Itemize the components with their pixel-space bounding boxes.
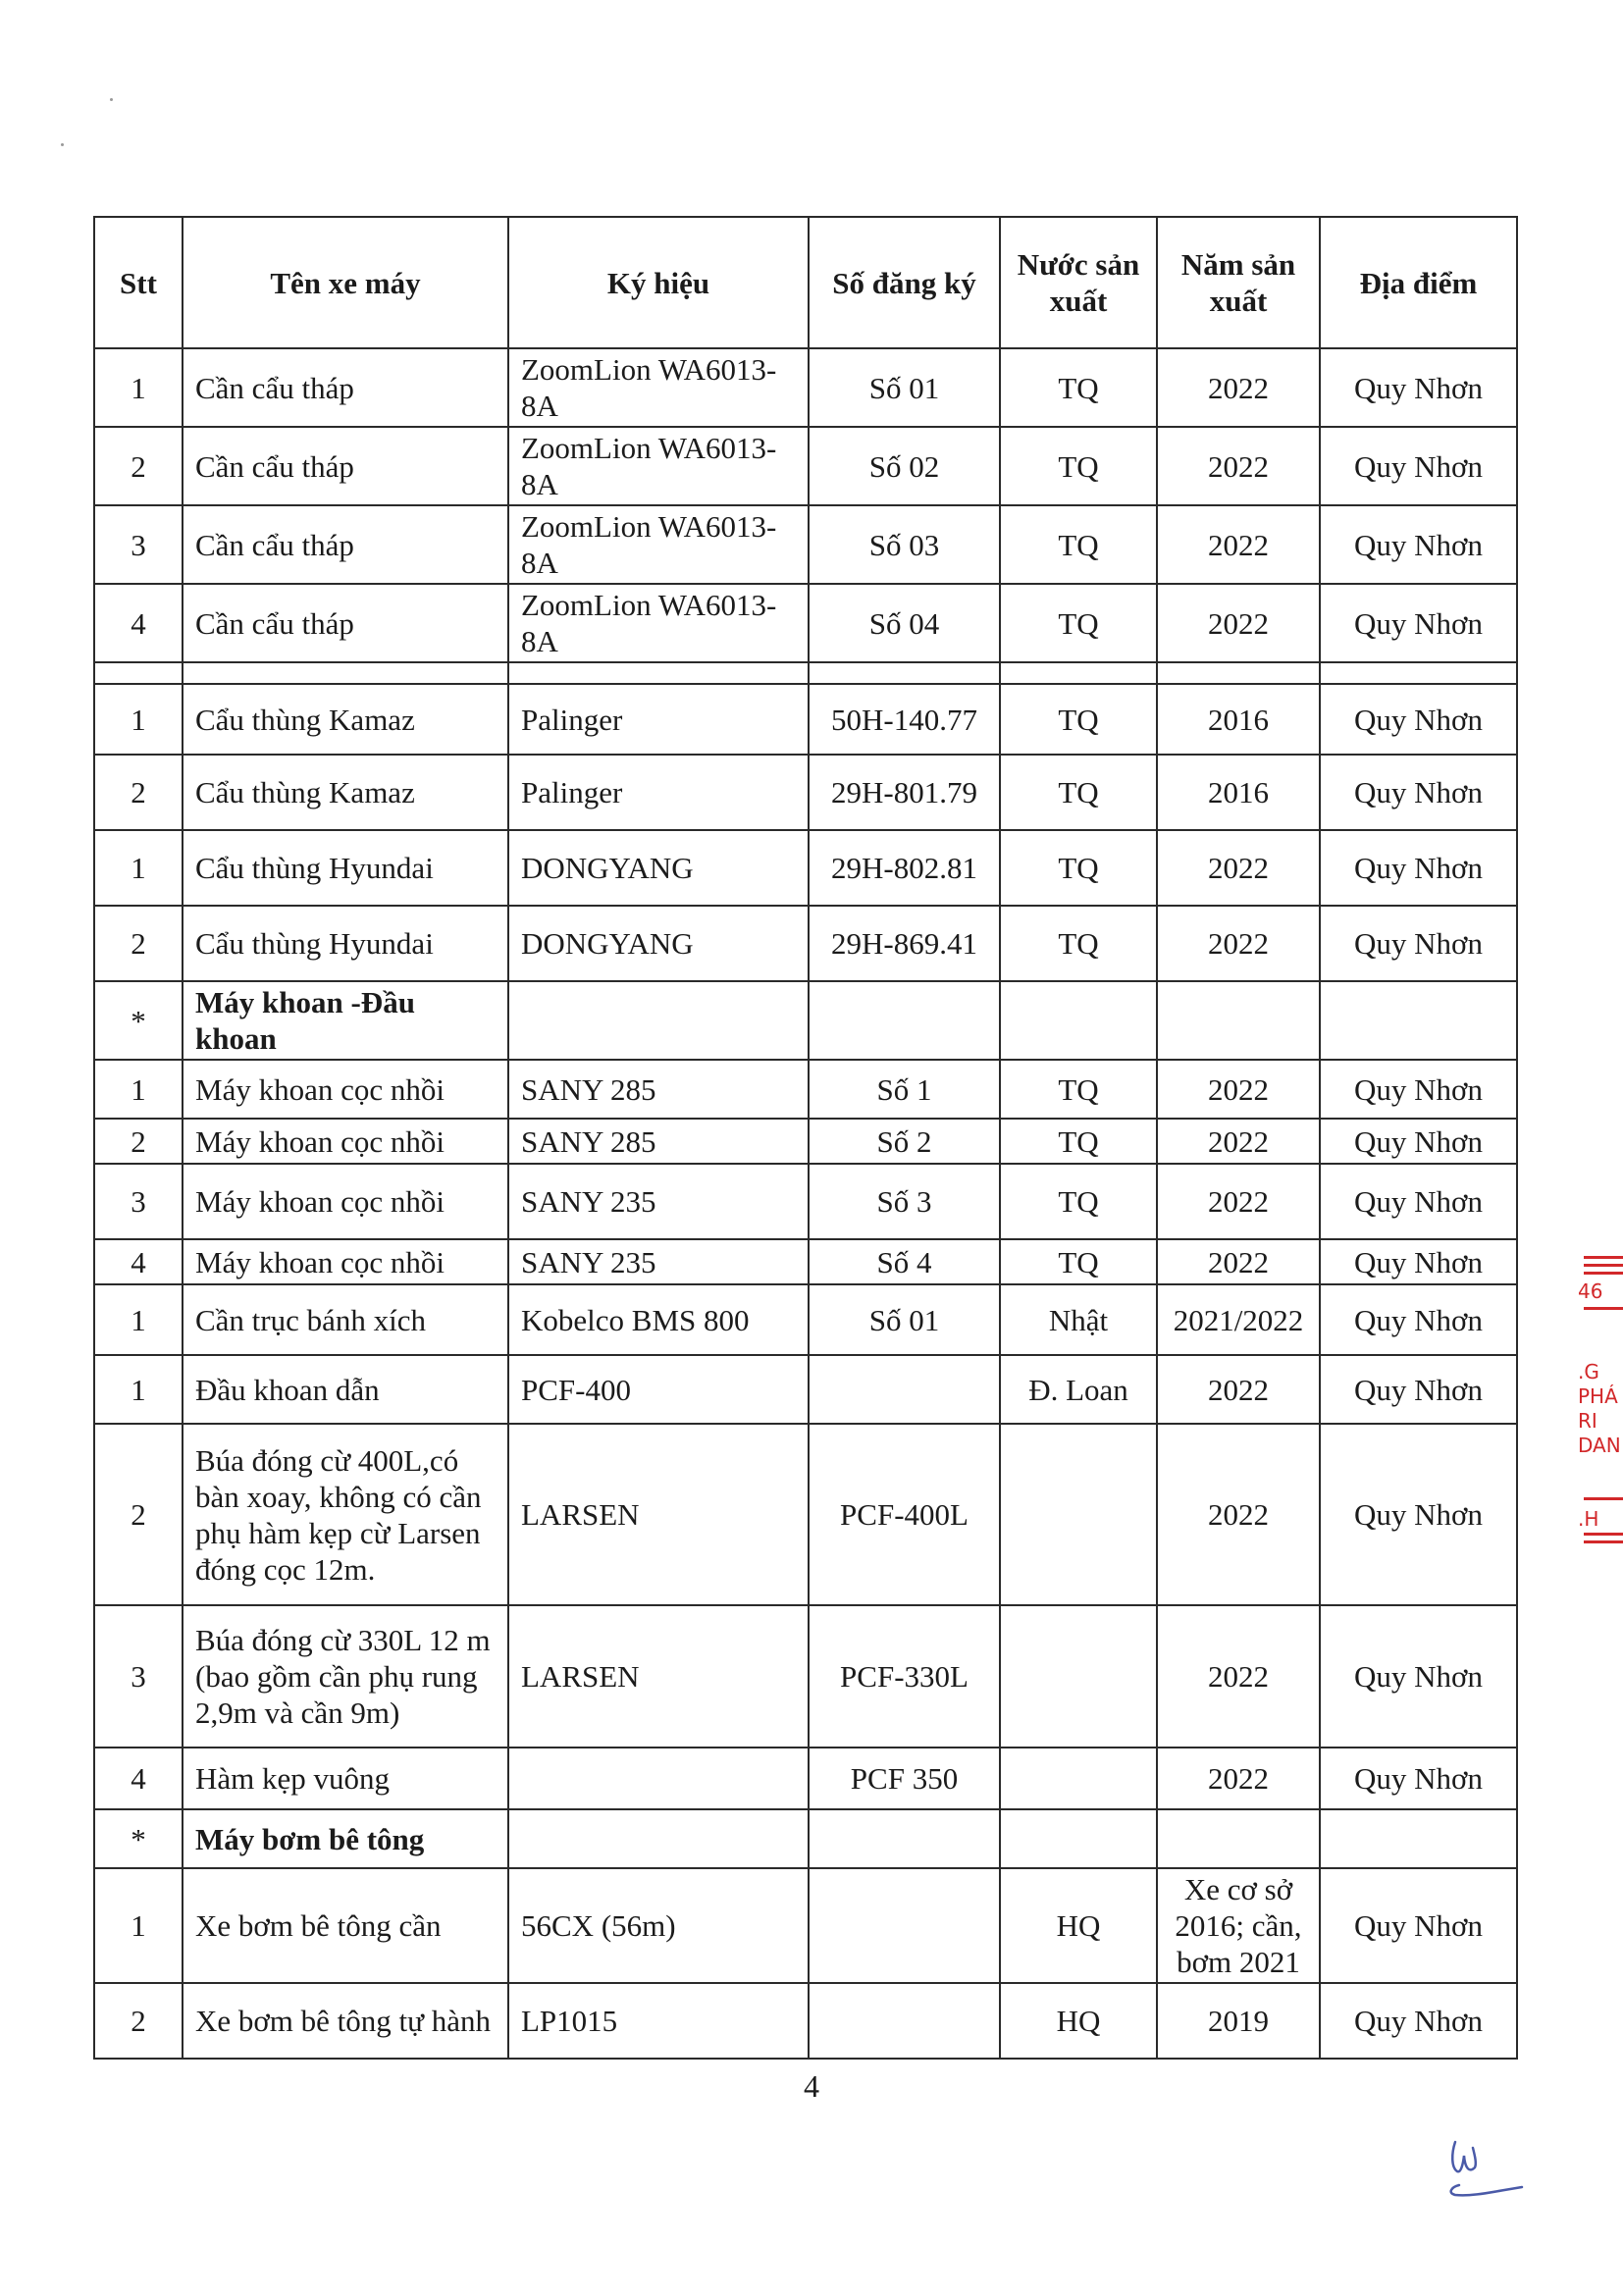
cell-model: SANY 235: [508, 1164, 809, 1239]
seal-text: .H: [1578, 1507, 1599, 1531]
header-registration: Số đăng ký: [809, 217, 1000, 348]
cell-year: 2022: [1157, 1119, 1320, 1164]
cell-location: Quy Nhơn: [1320, 1239, 1517, 1284]
page-number: 4: [804, 2068, 819, 2104]
table-header-row: [94, 217, 1517, 348]
cell-location: Quy Nhơn: [1320, 1983, 1517, 2059]
header-year: Năm sản xuất: [1157, 217, 1320, 348]
cell-year: 2022: [1157, 1424, 1320, 1605]
table-row: [94, 1605, 1517, 1748]
cell-country: [1000, 1605, 1157, 1748]
cell-country: TQ: [1000, 348, 1157, 427]
cell-model: DONGYANG: [508, 906, 809, 981]
cell-year: 2022: [1157, 1355, 1320, 1424]
cell-year: 2021/2022: [1157, 1284, 1320, 1355]
seal-text: DAN: [1578, 1434, 1621, 1457]
seal-text: .G: [1578, 1360, 1599, 1383]
cell-country: [1000, 1424, 1157, 1605]
cell-registration: PCF-330L: [809, 1605, 1000, 1748]
cell-country: TQ: [1000, 684, 1157, 755]
cell-stt: 4: [94, 584, 183, 662]
cell-location: Quy Nhơn: [1320, 1284, 1517, 1355]
cell-registration: Số 2: [809, 1119, 1000, 1164]
cell-model: [508, 1748, 809, 1809]
cell-registration: [809, 981, 1000, 1060]
cell-stt: 1: [94, 348, 183, 427]
scan-speck: [110, 98, 113, 101]
section-title: Máy bơm bê tông: [183, 1809, 508, 1868]
table-row: [94, 1748, 1517, 1809]
cell-registration: Số 3: [809, 1164, 1000, 1239]
cell-name: Xe bơm bê tông cần: [183, 1868, 508, 1983]
cell-stt: 3: [94, 505, 183, 584]
cell-stt: 4: [94, 1748, 183, 1809]
table-row: [94, 1060, 1517, 1119]
cell-name: Cần cẩu tháp: [183, 505, 508, 584]
table-row: [94, 1284, 1517, 1355]
cell-stt: 1: [94, 1355, 183, 1424]
cell-country: TQ: [1000, 830, 1157, 906]
cell-registration: PCF-400L: [809, 1424, 1000, 1605]
cell-name: Cẩu thùng Kamaz: [183, 684, 508, 755]
cell-location: Quy Nhơn: [1320, 1605, 1517, 1748]
cell-stt: 2: [94, 755, 183, 830]
table-row: [94, 505, 1517, 584]
cell-registration: Số 03: [809, 505, 1000, 584]
cell-stt: 3: [94, 1164, 183, 1239]
cell-location: Quy Nhơn: [1320, 1119, 1517, 1164]
cell-registration: Số 1: [809, 1060, 1000, 1119]
cell-registration: [809, 1355, 1000, 1424]
cell-year: 2022: [1157, 584, 1320, 662]
cell-country: HQ: [1000, 1983, 1157, 2059]
cell-year: 2022: [1157, 1605, 1320, 1748]
cell-location: Quy Nhơn: [1320, 1060, 1517, 1119]
cell-stt: 2: [94, 1424, 183, 1605]
cell-model: Kobelco BMS 800: [508, 1284, 809, 1355]
cell-model: 56CX (56m): [508, 1868, 809, 1983]
cell-registration: Số 4: [809, 1239, 1000, 1284]
header-name: Tên xe máy: [183, 217, 508, 348]
cell-year: 2016: [1157, 755, 1320, 830]
cell-stt: 1: [94, 1284, 183, 1355]
cell-registration: 29H-869.41: [809, 906, 1000, 981]
cell-registration: [809, 1868, 1000, 1983]
cell-name: Cần trục bánh xích: [183, 1284, 508, 1355]
cell-name: Máy khoan cọc nhồi: [183, 1119, 508, 1164]
cell-year: 2022: [1157, 1239, 1320, 1284]
cell-model: ZoomLion WA6013-8A: [508, 348, 809, 427]
cell-country: TQ: [1000, 427, 1157, 505]
cell-model: LARSEN: [508, 1424, 809, 1605]
cell-country: TQ: [1000, 906, 1157, 981]
cell-country: TQ: [1000, 755, 1157, 830]
cell-year: 2022: [1157, 1748, 1320, 1809]
cell-country: TQ: [1000, 1164, 1157, 1239]
cell-location: Quy Nhơn: [1320, 1164, 1517, 1239]
cell-location: Quy Nhơn: [1320, 906, 1517, 981]
cell-year: 2022: [1157, 427, 1320, 505]
cell-year: 2022: [1157, 1164, 1320, 1239]
cell-model: [508, 981, 809, 1060]
cell-country: [1000, 981, 1157, 1060]
cell-registration: 29H-802.81: [809, 830, 1000, 906]
equipment-table: [93, 216, 1518, 2060]
cell-model: ZoomLion WA6013-8A: [508, 427, 809, 505]
cell-model: Palinger: [508, 755, 809, 830]
cell-name: Xe bơm bê tông tự hành: [183, 1983, 508, 2059]
seal-text: RI: [1578, 1409, 1597, 1433]
cell-year: 2022: [1157, 505, 1320, 584]
cell-country: TQ: [1000, 584, 1157, 662]
table-row: [94, 1424, 1517, 1605]
cell-country: [1000, 1748, 1157, 1809]
cell-registration: PCF 350: [809, 1748, 1000, 1809]
cell-name: Cần cẩu tháp: [183, 427, 508, 505]
cell-model: LARSEN: [508, 1605, 809, 1748]
seal-text: PHÁ: [1578, 1384, 1618, 1408]
cell-name: Cần cẩu tháp: [183, 584, 508, 662]
section-row: [94, 1809, 1517, 1868]
cell-year: [1157, 981, 1320, 1060]
table-row: [94, 1164, 1517, 1239]
cell-location: Quy Nhơn: [1320, 1424, 1517, 1605]
cell-location: Quy Nhơn: [1320, 584, 1517, 662]
cell-location: Quy Nhơn: [1320, 1748, 1517, 1809]
table-row: [94, 1355, 1517, 1424]
cell-name: Cẩu thùng Hyundai: [183, 906, 508, 981]
cell-year: 2016: [1157, 684, 1320, 755]
cell-model: SANY 235: [508, 1239, 809, 1284]
cell-location: Quy Nhơn: [1320, 505, 1517, 584]
cell-model: Palinger: [508, 684, 809, 755]
cell-country: HQ: [1000, 1868, 1157, 1983]
table-row: [94, 830, 1517, 906]
cell-year: [1157, 1809, 1320, 1868]
table-row: [94, 906, 1517, 981]
cell-model: SANY 285: [508, 1060, 809, 1119]
table-row: [94, 348, 1517, 427]
cell-name: Máy khoan cọc nhồi: [183, 1164, 508, 1239]
cell-location: Quy Nhơn: [1320, 1355, 1517, 1424]
cell-stt: 2: [94, 1983, 183, 2059]
cell-stt: 1: [94, 1060, 183, 1119]
cell-name: Cẩu thùng Kamaz: [183, 755, 508, 830]
cell-stt: 2: [94, 906, 183, 981]
table-row: [94, 1239, 1517, 1284]
section-title: Máy khoan -Đầu khoan: [183, 981, 508, 1060]
table-row: [94, 1119, 1517, 1164]
cell-country: TQ: [1000, 505, 1157, 584]
cell-year: 2019: [1157, 1983, 1320, 2059]
cell-country: Đ. Loan: [1000, 1355, 1157, 1424]
cell-model: ZoomLion WA6013-8A: [508, 505, 809, 584]
cell-name: Cẩu thùng Hyundai: [183, 830, 508, 906]
cell-registration: [809, 1983, 1000, 2059]
cell-location: Quy Nhơn: [1320, 348, 1517, 427]
cell-stt: *: [94, 1809, 183, 1868]
cell-model: ZoomLion WA6013-8A: [508, 584, 809, 662]
cell-stt: 2: [94, 427, 183, 505]
cell-model: PCF-400: [508, 1355, 809, 1424]
cell-year: 2022: [1157, 348, 1320, 427]
cell-location: Quy Nhơn: [1320, 755, 1517, 830]
section-row: [94, 981, 1517, 1060]
cell-location: [1320, 1809, 1517, 1868]
table-row: [94, 427, 1517, 505]
cell-stt: 2: [94, 1119, 183, 1164]
cell-name: Búa đóng cừ 330L 12 m (bao gồm cần phụ rung 2,9m và cần 9m): [183, 1605, 508, 1748]
cell-year: 2022: [1157, 1060, 1320, 1119]
cell-country: TQ: [1000, 1060, 1157, 1119]
cell-name: Hàm kẹp vuông: [183, 1748, 508, 1809]
red-seal-fragment: [1570, 1256, 1623, 1560]
cell-name: Cần cẩu tháp: [183, 348, 508, 427]
cell-country: Nhật: [1000, 1284, 1157, 1355]
cell-stt: 1: [94, 830, 183, 906]
header-model: Ký hiệu: [508, 217, 809, 348]
table-row: [94, 1868, 1517, 1983]
header-stt: Stt: [94, 217, 183, 348]
table-row: [94, 755, 1517, 830]
cell-location: Quy Nhơn: [1320, 830, 1517, 906]
table-separator-row: [94, 662, 1517, 684]
seal-text: 46: [1578, 1279, 1603, 1303]
table-row: [94, 684, 1517, 755]
cell-year: 2022: [1157, 906, 1320, 981]
cell-registration: Số 02: [809, 427, 1000, 505]
cell-name: Búa đóng cừ 400L,có bàn xoay, không có cần phụ hàm kẹp cừ Larsen đóng cọc 12m.: [183, 1424, 508, 1605]
cell-location: Quy Nhơn: [1320, 684, 1517, 755]
cell-location: Quy Nhơn: [1320, 1868, 1517, 1983]
cell-registration: [809, 1809, 1000, 1868]
cell-location: Quy Nhơn: [1320, 427, 1517, 505]
cell-stt: 1: [94, 1868, 183, 1983]
cell-registration: Số 01: [809, 348, 1000, 427]
cell-year: Xe cơ sở 2016; cần, bơm 2021: [1157, 1868, 1320, 1983]
cell-name: Máy khoan cọc nhồi: [183, 1060, 508, 1119]
cell-year: 2022: [1157, 830, 1320, 906]
cell-stt: 1: [94, 684, 183, 755]
cell-model: [508, 1809, 809, 1868]
cell-name: Đầu khoan dẫn: [183, 1355, 508, 1424]
scan-speck: [61, 143, 64, 146]
header-country: Nước sản xuất: [1000, 217, 1157, 348]
cell-location: [1320, 981, 1517, 1060]
handwritten-initial: [1438, 2134, 1526, 2203]
cell-registration: 50H-140.77: [809, 684, 1000, 755]
cell-model: SANY 285: [508, 1119, 809, 1164]
cell-stt: *: [94, 981, 183, 1060]
cell-stt: 3: [94, 1605, 183, 1748]
table-row: [94, 1983, 1517, 2059]
cell-registration: Số 04: [809, 584, 1000, 662]
cell-country: TQ: [1000, 1119, 1157, 1164]
cell-registration: Số 01: [809, 1284, 1000, 1355]
cell-name: Máy khoan cọc nhồi: [183, 1239, 508, 1284]
table-row: [94, 584, 1517, 662]
cell-country: [1000, 1809, 1157, 1868]
cell-model: LP1015: [508, 1983, 809, 2059]
cell-model: DONGYANG: [508, 830, 809, 906]
cell-country: TQ: [1000, 1239, 1157, 1284]
cell-stt: 4: [94, 1239, 183, 1284]
header-location: Địa điểm: [1320, 217, 1517, 348]
cell-registration: 29H-801.79: [809, 755, 1000, 830]
